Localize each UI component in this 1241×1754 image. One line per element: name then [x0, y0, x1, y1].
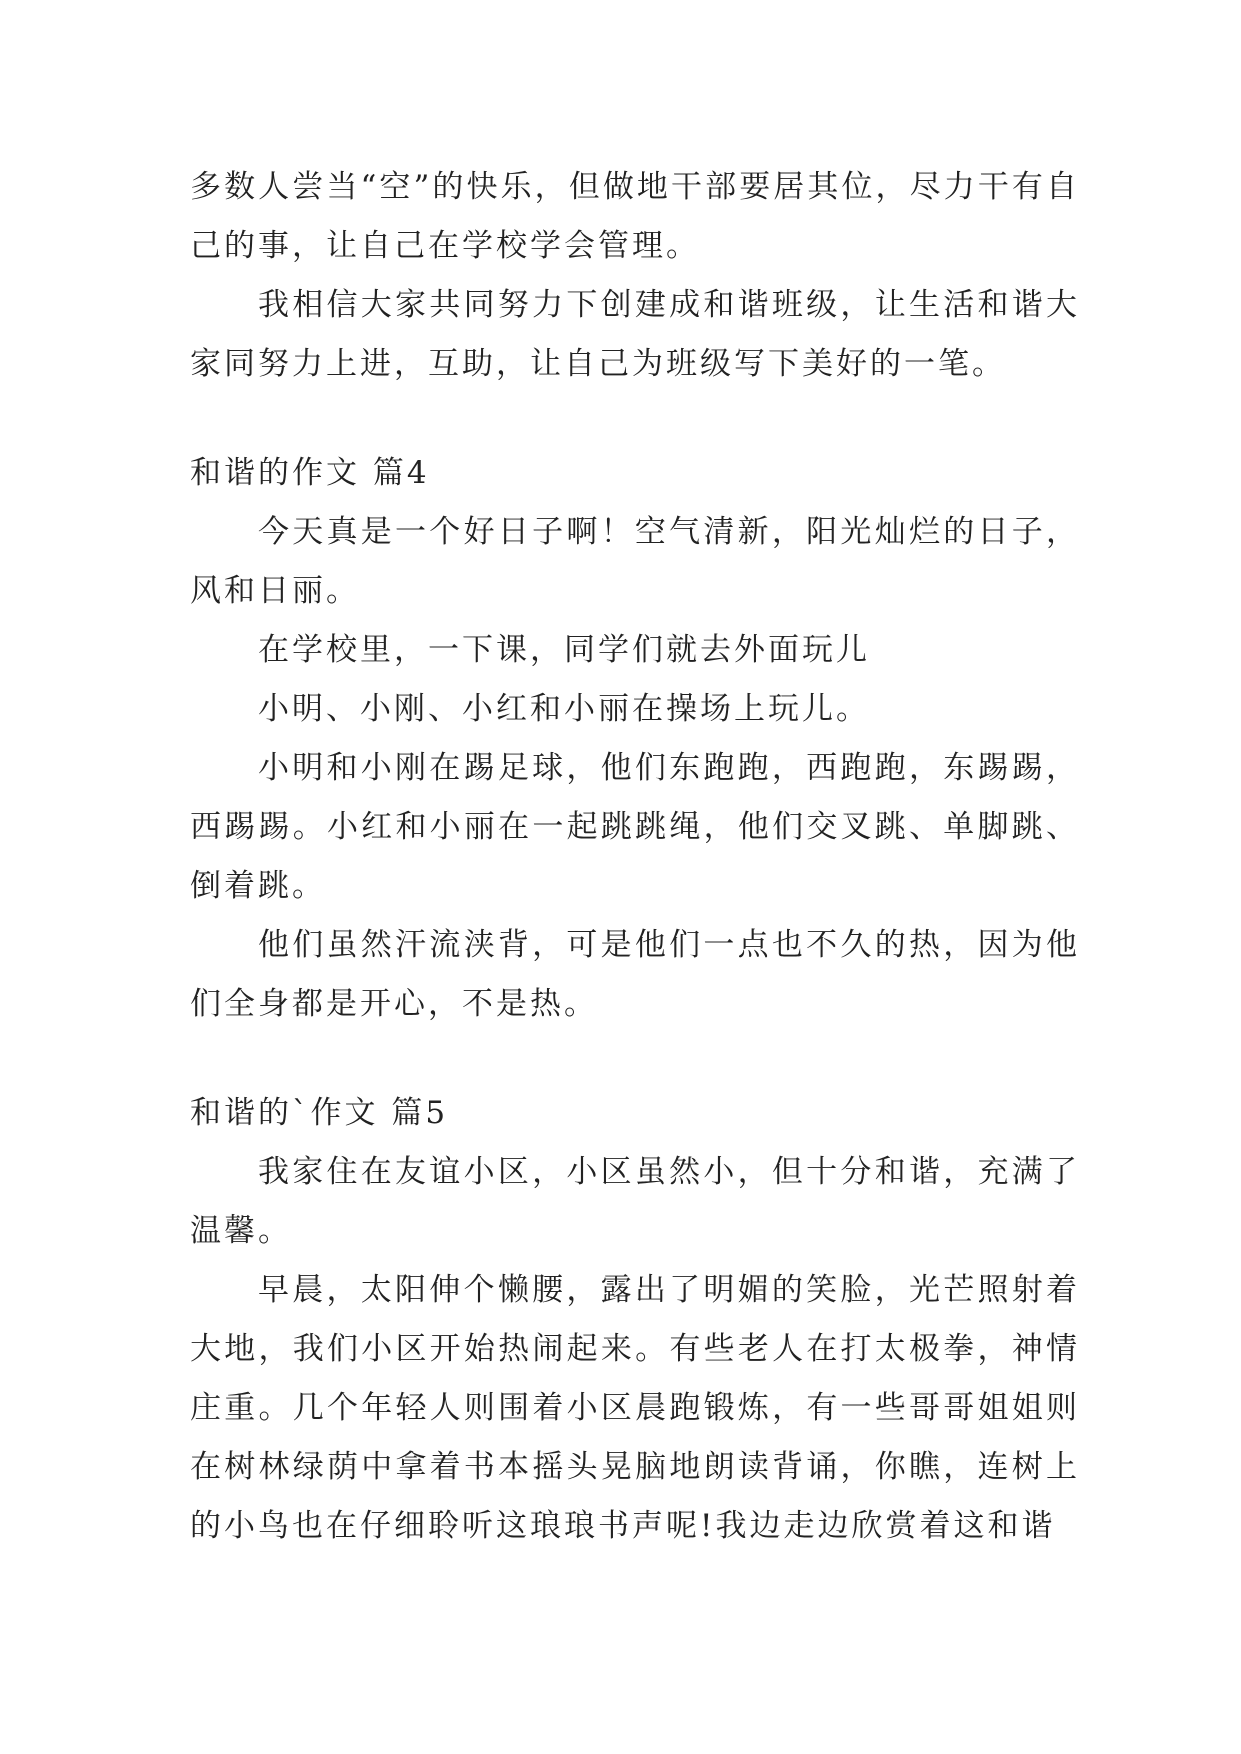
section-spacer — [190, 394, 1080, 444]
section-spacer — [190, 1034, 1080, 1084]
paragraph: 小明和小刚在踢足球，他们东跑跑，西跑跑，东踢踢，西踢踢。小红和小丽在一起跳跳绳，他们交叉跳、单脚跳、倒着跳。 — [190, 750, 1080, 904]
paragraph: 我相信大家共同努力下创建成和谐班级，让生活和谐大家同努力上进，互助，让自己为班级写下美好的一笔。 — [190, 287, 1080, 382]
paragraph: 他们虽然汗流浃背，可是他们一点也不久的热，因为他们全身都是开心，不是热。 — [190, 927, 1080, 1022]
paragraph: 小明、小刚、小红和小丽在操场上玩儿。 — [258, 691, 870, 727]
paragraph: 今天真是一个好日子啊！空气清新，阳光灿烂的日子，风和日丽。 — [190, 514, 1080, 609]
document-body — [190, 158, 1080, 1556]
paragraph: 多数人尝当“空”的快乐，但做地干部要居其位，尽力干有自己的事，让自己在学校学会管理。 — [190, 169, 1080, 264]
paragraph: 我家住在友谊小区，小区虽然小，但十分和谐，充满了温馨。 — [190, 1154, 1080, 1249]
paragraph: 在学校里，一下课，同学们就去外面玩儿 — [258, 632, 870, 668]
section-title-5: 和谐的`作文 篇5 — [190, 1095, 449, 1131]
section-title-4: 和谐的作文 篇4 — [190, 455, 430, 491]
paragraph: 早晨，太阳伸个懒腰，露出了明媚的笑脸，光芒照射着大地，我们小区开始热闹起来。有些老人在打太极拳，神情庄重。几个年轻人则围着小区晨跑锻炼，有一些哥哥姐姐则在树林绿荫中拿着书本摇头晃脑地朗读背诵，你瞧，连树上的小鸟也在仔细聆听这琅琅书声呢!我边走边欣赏着这和谐 — [190, 1272, 1080, 1544]
